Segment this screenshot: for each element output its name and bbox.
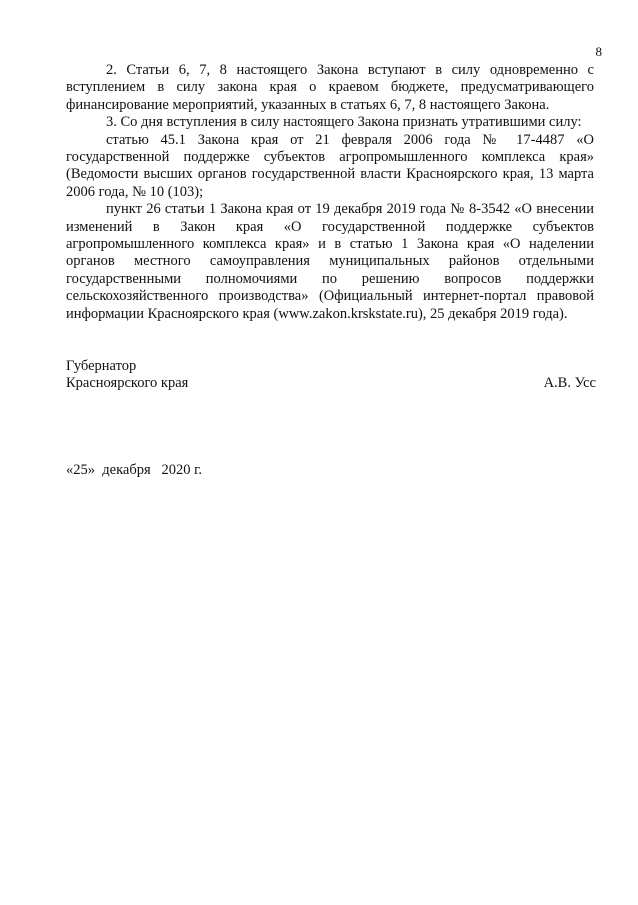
- paragraph-repeal-item-2: пункт 26 статьи 1 Закона края от 19 декабря 2019 года № 8-3542 «О внесении изменений в Закон края «О государственной поддержке субъектов агропромышленного комплекса края» и в статью 1 Закона края «О наделении органов местного самоуправления муниципальных районов отдельными государственными полномочиями по решению вопросов поддержки сельскохозяйственного производства» (Официальный интернет-портал правовой информации Красноярского края (www.zakon.krskstate.ru), 25 декабря 2019 года).: [66, 201, 594, 322]
- paragraph-article-3: 3. Со дня вступления в силу настоящего Закона признать утратившими силу:: [106, 114, 582, 131]
- signature-block: [66, 358, 596, 393]
- page-number: 8: [595, 44, 602, 59]
- law-text: [66, 62, 594, 323]
- signing-date: «25» декабря 2020 г.: [66, 462, 203, 478]
- signatory-name: А.В. Усс: [543, 375, 596, 392]
- signatory-title-line1: Губернатор: [66, 358, 137, 374]
- paragraph-article-2: 2. Статьи 6, 7, 8 настоящего Закона вступают в силу одновременно с вступлением в силу закона края о краевом бюджете, предусматривающего финансирование мероприятий, указанных в статьях 6, 7, 8 настоящего Закона.: [66, 62, 594, 113]
- signatory-title-line2: Красноярского края: [66, 375, 189, 392]
- paragraph-repeal-item-1: статью 45.1 Закона края от 21 февраля 2006 года № 17-4487 «О государственной поддержке субъектов агропромышленного комплекса края» (Ведомости высших органов государственной власти Красноярского края, 13 марта 2006 года, № 10 (103);: [66, 131, 594, 200]
